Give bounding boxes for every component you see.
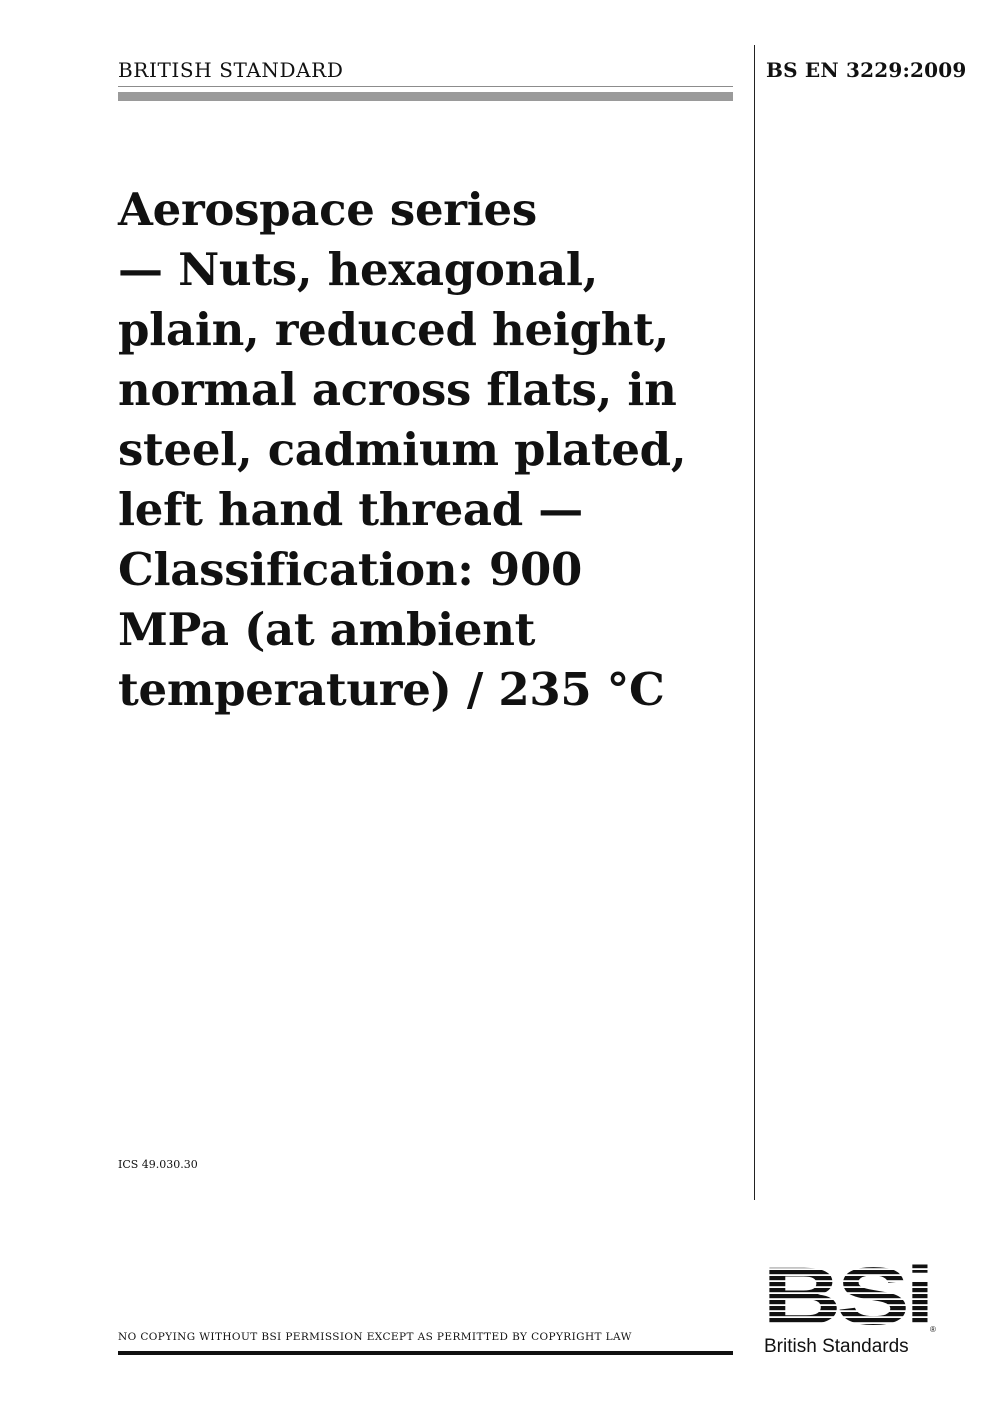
title-line: Classification: 900: [118, 543, 582, 596]
header-grey-bar: [118, 92, 733, 101]
header-thin-rule: [118, 86, 733, 87]
title-line: — Nuts, hexagonal,: [118, 243, 599, 296]
header-series-label: BRITISH STANDARD: [118, 58, 344, 82]
header-standard-number: BS EN 3229:2009: [766, 58, 967, 82]
bsi-wordmark: British Standards: [764, 1336, 909, 1357]
title-line: steel, cadmium plated,: [118, 423, 687, 476]
title-line: normal across flats, in: [118, 363, 677, 416]
title-line: Aerospace series: [118, 183, 537, 236]
document-title: [118, 180, 738, 720]
bsi-logo: [762, 1258, 937, 1363]
title-line: plain, reduced height,: [118, 303, 670, 356]
registered-mark: ®: [930, 1325, 936, 1334]
title-line: MPa (at ambient: [118, 603, 536, 656]
bsi-logo-mark-icon: [762, 1258, 937, 1336]
title-line: temperature) / 235 °C: [118, 663, 665, 716]
title-line: left hand thread —: [118, 483, 583, 536]
vertical-divider: [754, 45, 755, 1200]
footer-rule: [118, 1351, 733, 1355]
copyright-notice: NO COPYING WITHOUT BSI PERMISSION EXCEPT AS PERMITTED BY COPYRIGHT LAW: [118, 1331, 632, 1343]
ics-code: ICS 49.030.30: [118, 1158, 198, 1171]
